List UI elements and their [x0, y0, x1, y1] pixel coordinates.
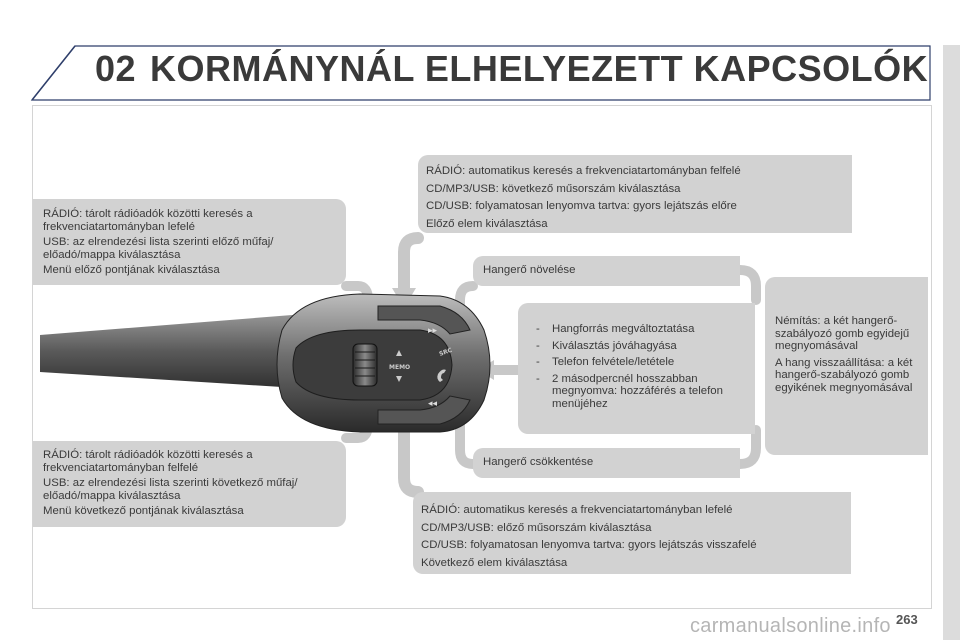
list-item-text: Kiválasztás jóváhagyása: [552, 339, 677, 352]
mute-line-1: Némítás: a két hangerő-szabályozó gomb egyidejű megnyomásával: [775, 315, 910, 353]
volume-up-label: Hangerő növelése: [483, 264, 576, 276]
box-middle-functions: [518, 303, 755, 434]
chapter-number: 02: [95, 48, 137, 89]
mute-line-2: A hang visszaállítása: a két hangerő-szabályozó gomb egyikének megnyomásával: [775, 356, 913, 394]
left-bottom-line-1: RÁDIÓ: tárolt rádióadók közötti keresés a frekvenciatartományban felfelé: [43, 449, 253, 474]
memo-label: MEMO: [389, 364, 411, 371]
left-bottom-line-2: USB: az elrendezési lista szerinti következő műfaj/ előadó/mappa kiválasztása: [43, 477, 298, 502]
scroll-wheel[interactable]: [353, 344, 377, 386]
top-right-line-1: RÁDIÓ: automatikus keresés a frekvenciatartományban felfelé: [426, 165, 741, 177]
list-item: - Hangforrás megváltoztatása: [536, 323, 695, 335]
page-number: 263: [896, 612, 918, 627]
box-left-bottom: [33, 441, 346, 527]
top-right-line-4: Előző elem kiválasztása: [426, 217, 548, 230]
bottom-right-line-1: RÁDIÓ: automatikus keresés a frekvenciatartományban lefelé: [421, 504, 733, 516]
left-bottom-line-3: Menü következő pontjának kiválasztása: [43, 505, 244, 518]
list-item-text: Hangforrás megváltoztatása: [552, 323, 695, 335]
top-right-line-3: CD/USB: folyamatosan lenyomva tartva: gyors lejátszás előre: [426, 200, 737, 213]
box-volume-up: [473, 256, 740, 286]
list-item-text: 2 másodpercnél hosszabban megnyomva: hozzáférés a telefon menüjéhez: [552, 372, 723, 410]
src-label: SRC: [438, 346, 454, 358]
title-text: KORMÁNYNÁL ELHELYEZETT KAPCSOLÓK: [150, 48, 929, 89]
list-item: - 2 másodpercnél hosszabban megnyomva: hozzáférés a telefon menüjéhez: [536, 372, 723, 410]
list-item: - Kiválasztás jóváhagyása: [536, 339, 677, 352]
next-symbol: ▸▸: [428, 326, 438, 336]
box-volume-down: [473, 448, 740, 478]
box-left-top: [33, 199, 346, 285]
left-top-line-2: USB: az elrendezési lista szerinti előző műfaj/ előadó/mappa kiválasztása: [43, 236, 274, 261]
box-mute: [765, 277, 928, 455]
box-top-right: [418, 155, 852, 233]
bottom-right-line-3: CD/USB: folyamatosan lenyomva tartva: gyors lejátszás visszafelé: [421, 539, 757, 552]
arrow-bottom-curve: [404, 430, 418, 492]
list-item: - Telefon felvétele/letétele: [536, 356, 675, 369]
middle-function-list: [528, 323, 745, 411]
bottom-right-line-4: Következő elem kiválasztása: [421, 556, 568, 569]
left-top-line-1: RÁDIÓ: tárolt rádióadók közötti keresés a frekvenciatartományban lefelé: [43, 208, 253, 233]
prev-symbol: ◂◂: [428, 399, 438, 409]
bottom-right-line-2: CD/MP3/USB: előző műsorszám kiválasztása: [421, 521, 652, 534]
list-item-text: Telefon felvétele/letétele: [552, 356, 675, 369]
volume-down-label: Hangerő csökkentése: [483, 456, 594, 468]
watermark: carmanualsonline.info: [690, 615, 891, 637]
left-top-line-3: Menü előző pontjának kiválasztása: [43, 264, 220, 277]
box-bottom-right: [413, 492, 851, 574]
top-right-line-2: CD/MP3/USB: következő műsorszám kiválasztása: [426, 182, 681, 195]
